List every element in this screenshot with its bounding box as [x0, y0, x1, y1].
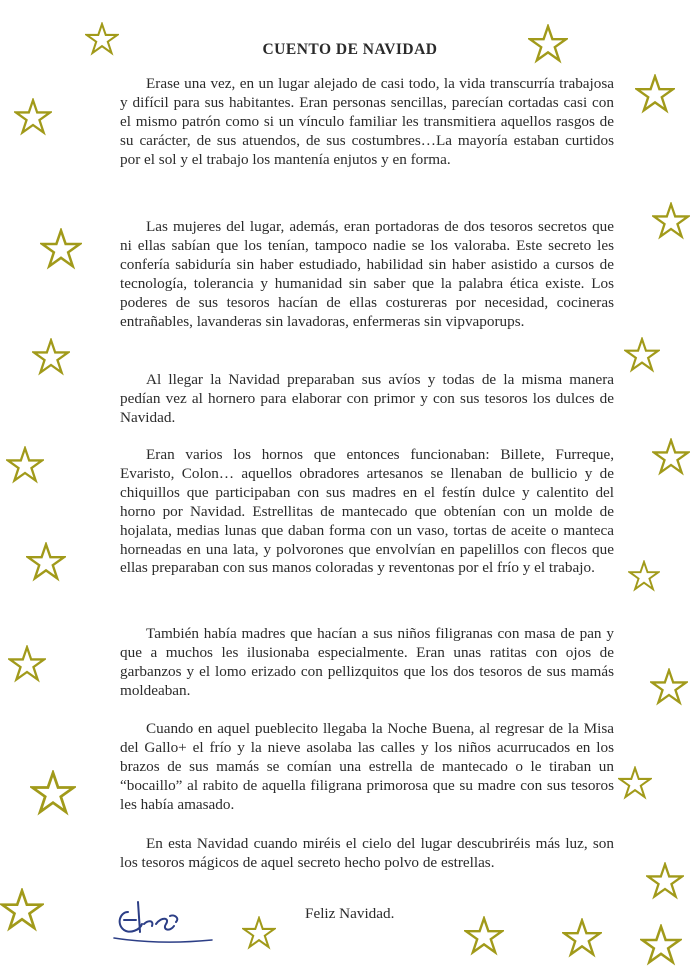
- paragraph-4: Eran varios los hornos que entonces funcionaban: Billete, Furreque, Evaristo, Colon… aquellos obradores artesanos se llenaban de bullicio y de chiquillos que participaban con sus madres en el festín dulce y calentito del horno por Navidad. Estrellitas de mantecado que obtenían con un molde de hojalata, medias lunas que daban forma con un vaso, tortas de aceite o manteca horneadas en una lata, y polvorones que envolvían en papelillos con flecos que ellas preparaban con sus manos coloradas y reventonas por el frío y el trabajo.: [120, 446, 614, 577]
- signature: [110, 890, 220, 950]
- star-icon: [652, 438, 690, 476]
- star-icon: [6, 446, 44, 484]
- paragraph-1: Erase una vez, en un lugar alejado de casi todo, la vida transcurría trabajosa y difícil para sus habitantes. Eran personas sencillas, parecían cortadas casi con el mismo patrón como si un vínculo familiar les transmitiera aquellos rasgos de su carácter, de sus atuendos, de sus costumbres…La mayoría estaban curtidos por el sol y el trabajo los mantenía enjutos y en forma.: [120, 75, 614, 168]
- star-icon: [618, 766, 652, 800]
- star-icon: [646, 862, 684, 900]
- star-icon: [624, 337, 660, 373]
- star-icon: [8, 645, 46, 683]
- star-icon: [635, 74, 675, 114]
- star-icon: [652, 202, 690, 240]
- document-title: CUENTO DE NAVIDAD: [262, 41, 438, 58]
- closing-greeting: Feliz Navidad.: [305, 905, 395, 922]
- star-icon: [40, 228, 82, 270]
- star-icon: [562, 918, 602, 958]
- star-icon: [528, 24, 568, 64]
- star-icon: [30, 770, 76, 816]
- star-icon: [640, 924, 682, 966]
- paragraph-3: Al llegar la Navidad preparaban sus avíos y todas de la misma manera pedían vez al hornero para elaborar con primor y con sus tesoros los dulces de Navidad.: [120, 371, 614, 426]
- star-icon: [85, 22, 119, 56]
- star-icon: [650, 668, 688, 706]
- star-icon: [26, 542, 66, 582]
- star-icon: [242, 916, 276, 950]
- star-icon: [628, 560, 660, 592]
- star-icon: [14, 98, 52, 136]
- paragraph-7: En esta Navidad cuando miréis el cielo del lugar descubriréis más luz, son los tesoros mágicos de aquel secreto hecho polvo de estrellas.: [120, 835, 614, 871]
- star-icon: [464, 916, 504, 956]
- paragraph-5: También había madres que hacían a sus niños filigranas con masa de pan y que a muchos les ilusionaba especialmente. Eran unas ratitas con ojos de garbanzos y el lomo erizado con pellizquitos que los dos tesoros de sus mamás moldeaban.: [120, 625, 614, 699]
- paragraph-2: Las mujeres del lugar, además, eran portadoras de dos tesoros secretos que ni ellas sabían que los tenían, tampoco nadie se los valoraba. Este secreto les confería sabiduría sin haber estudiado, habilidad sin haber asistido a cursos de tecnología, tolerancia y humanidad sin saber que la palabra ética existe. Los poderes de sus tesoros hacían de ellas costureras por necesidad, cocineras entrañables, lavanderas sin lavadoras, enfermeras sin vipvaporups.: [120, 218, 614, 330]
- paragraph-6: Cuando en aquel pueblecito llegaba la Noche Buena, al regresar de la Misa del Gallo+ el frío y la nieve asolaba las calles y los niños acurrucados en los brazos de sus mamás se comían una estrella de mantecado o le tiraban un “bocaillo” al rabito de aquella filigrana primorosa que su madre con sus tesoros les había amasado.: [120, 720, 614, 813]
- star-icon: [0, 888, 44, 932]
- star-icon: [32, 338, 70, 376]
